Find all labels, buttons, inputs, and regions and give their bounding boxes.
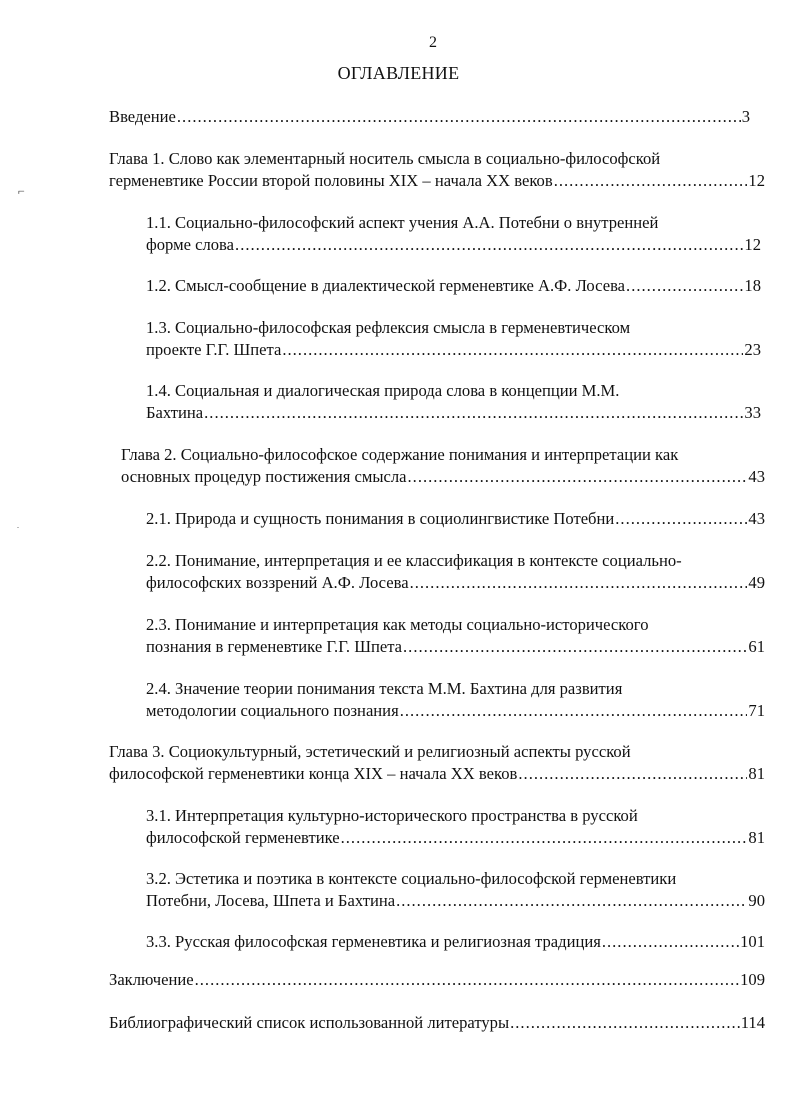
- toc-entry-label: Библиографический список использованной литературы: [109, 1013, 510, 1032]
- toc-page-number: 90: [748, 891, 765, 910]
- toc-entry-chapter-3[interactable]: [109, 741, 765, 785]
- toc-entry-label: Глава 2. Социально-философское содержание понимания и интерпретации как: [121, 445, 679, 464]
- toc-entry-label: Бахтина: [146, 403, 204, 422]
- toc-page-number: 43: [748, 467, 765, 486]
- toc-page-number: 114: [740, 1013, 765, 1032]
- toc-page-number: 81: [748, 764, 765, 783]
- toc-entry-label: философских воззрений А.Ф. Лосева: [146, 573, 409, 592]
- toc-entry-label: 2.2. Понимание, интерпретация и ее классификация в контексте социально-: [146, 551, 682, 570]
- toc-entry-section-1-2[interactable]: [146, 275, 761, 297]
- toc-page-number: 71: [748, 701, 765, 720]
- toc-entry-label: герменевтике России второй половины XIX – начала XX веков: [109, 171, 553, 190]
- toc-page-number: 12: [744, 235, 761, 254]
- page-title: ОГЛАВЛЕНИЕ: [337, 63, 460, 83]
- toc-page-number: 81: [748, 828, 765, 847]
- toc-page-number: 33: [744, 403, 761, 422]
- toc-entry-bibliography[interactable]: [109, 1012, 765, 1034]
- toc-entry-label: 3.1. Интерпретация культурно-исторического пространства в русской: [146, 806, 638, 825]
- toc-entry-chapter-2[interactable]: [121, 444, 765, 488]
- toc-entry-label: Глава 3. Социокультурный, эстетический и религиозный аспекты русской: [109, 742, 631, 761]
- scan-mark: ⌐: [18, 184, 25, 198]
- toc-entry-label: 1.2. Смысл-сообщение в диалектической герменевтике А.Ф. Лосева: [146, 276, 626, 295]
- toc-entry-label: Глава 1. Слово как элементарный носитель смысла в социально-философской: [109, 149, 661, 168]
- toc-page-number: 109: [740, 970, 765, 989]
- toc-page-number: 12: [748, 171, 765, 190]
- toc-entry-label: Заключение: [109, 970, 194, 989]
- toc-page-number: 49: [748, 573, 765, 592]
- toc-entry-intro[interactable]: [109, 106, 750, 128]
- toc-entry-section-3-1[interactable]: [146, 805, 765, 849]
- toc-entry-label: форме слова: [146, 235, 235, 254]
- toc-entry-conclusion[interactable]: [109, 969, 765, 991]
- toc-entry-label: Введение: [109, 107, 176, 126]
- toc-entry-section-2-4[interactable]: [146, 678, 765, 722]
- toc-page-number: 18: [744, 276, 761, 295]
- toc-page-number: 61: [748, 637, 765, 656]
- toc-page-number: 23: [744, 340, 761, 359]
- toc-entry-label: 3.3. Русская философская герменевтика и религиозная традиция: [146, 932, 601, 951]
- page-number: 2: [429, 34, 437, 51]
- toc-entry-label: основных процедур постижения смысла: [121, 467, 407, 486]
- toc-entry-label: 1.4. Социальная и диалогическая природа слова в концепции М.М.: [146, 381, 620, 400]
- toc-entry-section-1-4[interactable]: [146, 380, 761, 424]
- toc-entry-label: философской герменевтике: [146, 828, 340, 847]
- toc-entry-section-3-2[interactable]: [146, 868, 765, 912]
- toc-page-number: 3: [741, 107, 750, 126]
- toc-entry-label: познания в герменевтике Г.Г. Шпета: [146, 637, 403, 656]
- toc-entry-label: 3.2. Эстетика и поэтика в контексте социально-философской герменевтики: [146, 869, 677, 888]
- toc-entry-label: философской герменевтики конца XIX – начала XX веков: [109, 764, 518, 783]
- toc-entry-label: 2.3. Понимание и интерпретация как методы социально-исторического: [146, 615, 649, 634]
- toc-entry-section-1-1[interactable]: [146, 212, 761, 256]
- toc-entry-label: Потебни, Лосева, Шпета и Бахтина: [146, 891, 396, 910]
- toc-page-number: 43: [748, 509, 765, 528]
- toc-entry-section-2-3[interactable]: [146, 614, 765, 658]
- toc-page-number: 101: [740, 932, 765, 951]
- toc-entry-chapter-1[interactable]: [109, 148, 765, 192]
- toc-entry-section-3-3[interactable]: [146, 931, 765, 953]
- toc-entry-label: 2.4. Значение теории понимания текста М.М. Бахтина для развития: [146, 679, 623, 698]
- toc-entry-section-1-3[interactable]: [146, 317, 761, 361]
- toc-entry-label: методологии социального познания: [146, 701, 399, 720]
- toc-entry-section-2-2[interactable]: [146, 550, 765, 594]
- toc-entry-label: 1.3. Социально-философская рефлексия смысла в герменевтическом: [146, 318, 631, 337]
- toc-entry-label: проекте Г.Г. Шпета: [146, 340, 282, 359]
- toc-entry-label: 1.1. Социально-философский аспект учения А.А. Потебни о внутренней: [146, 213, 659, 232]
- toc-entry-label: 2.1. Природа и сущность понимания в социолингвистике Потебни: [146, 509, 615, 528]
- toc-entry-section-2-1[interactable]: [146, 508, 765, 530]
